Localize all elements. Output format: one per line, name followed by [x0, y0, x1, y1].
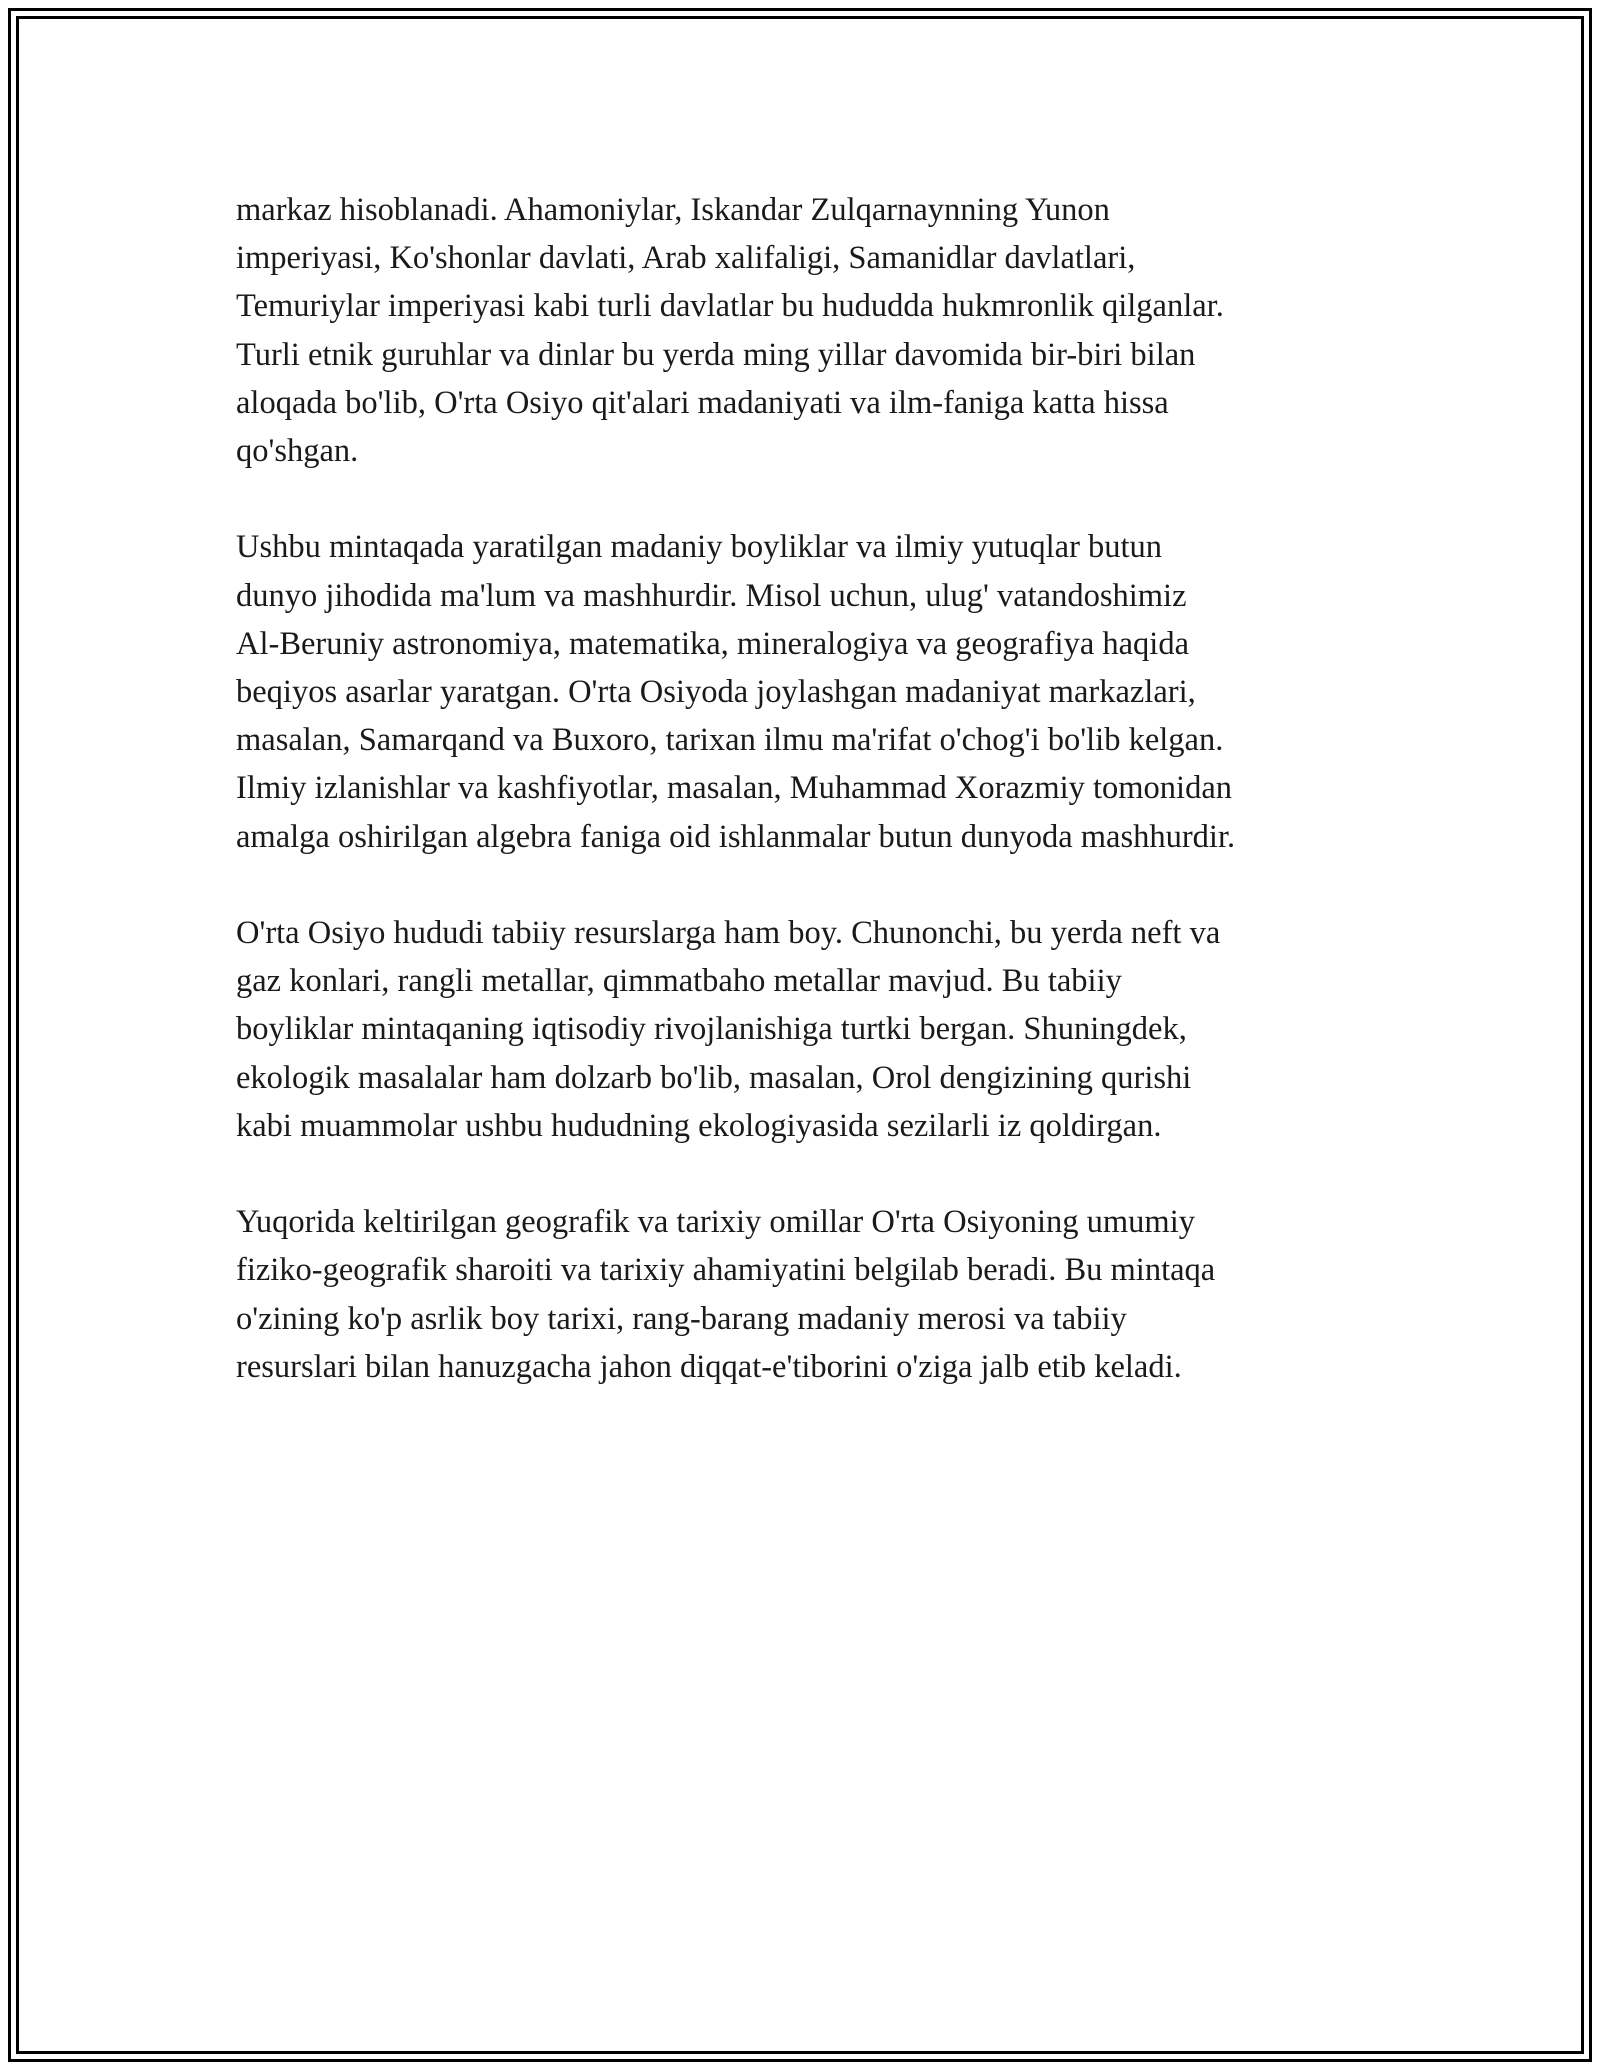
text-line: o'zining ko'p asrlik boy tarixi, rang-barang madaniy merosi va tabiiy: [236, 1300, 1127, 1337]
paragraph-1: [236, 186, 1376, 475]
text-line: amalga oshirilgan algebra faniga oid ishlanmalar butun dunyoda mashhurdir.: [236, 818, 1236, 855]
text-line: markaz hisoblanadi. Ahamoniylar, Iskandar Zulqarnaynning Yunon: [236, 192, 1110, 228]
text-line: Ushbu mintaqada yaratilgan madaniy boyliklar va ilmiy yutuqlar butun: [236, 529, 1163, 566]
document-body: [236, 186, 1376, 1439]
text-line: O'rta Osiyo hududi tabiiy resurslarga ham boy. Chunonchi, bu yerda neft va: [236, 915, 1221, 952]
text-line: gaz konlari, rangli metallar, qimmatbaho metallar mavjud. Bu tabiiy: [236, 963, 1122, 1000]
text-line: Ilmiy izlanishlar va kashfiyotlar, masalan, Muhammad Xorazmiy tomonidan: [236, 770, 1233, 807]
text-line: qo'shgan.: [236, 433, 359, 470]
text-line: fiziko-geografik sharoiti va tarixiy ahamiyatini belgilab beradi. Bu mintaqa: [236, 1252, 1216, 1289]
text-line: dunyo jihodida ma'lum va mashhurdir. Misol uchun, ulug' vatandoshimiz: [236, 577, 1187, 614]
text-line: kabi muammolar ushbu hududning ekologiyasida sezilarli iz qoldirgan.: [236, 1107, 1162, 1144]
text-line: Al-Beruniy astronomiya, matematika, mineralogiya va geografiya haqida: [236, 625, 1190, 662]
text-line: Temuriylar imperiyasi kabi turli davlatlar bu hududda hukmronlik qilganlar.: [236, 288, 1224, 325]
paragraph-4: [236, 1198, 1376, 1391]
text-line: Turli etnik guruhlar va dinlar bu yerda ming yillar davomida bir-biri bilan: [236, 336, 1196, 373]
text-line: resurslari bilan hanuzgacha jahon diqqat-e'tiborini o'ziga jalb etib keladi.: [236, 1348, 1182, 1385]
text-line: aloqada bo'lib, O'rta Osiyo qit'alari madaniyati va ilm-faniga katta hissa: [236, 384, 1169, 421]
text-line: boyliklar mintaqaning iqtisodiy rivojlanishiga turtki bergan. Shuningdek,: [236, 1011, 1187, 1048]
paragraph-3: [236, 909, 1376, 1150]
text-line: imperiyasi, Ko'shonlar davlati, Arab xalifaligi, Samanidlar davlatlari,: [236, 240, 1136, 277]
paragraph-2: [236, 523, 1376, 860]
text-line: beqiyos asarlar yaratgan. O'rta Osiyoda joylashgan madaniyat markazlari,: [236, 674, 1196, 711]
text-line: Yuqorida keltirilgan geografik va tarixiy omillar O'rta Osiyoning umumiy: [236, 1204, 1195, 1241]
text-line: masalan, Samarqand va Buxoro, tarixan ilmu ma'rifat o'chog'i bo'lib kelgan.: [236, 722, 1224, 759]
text-line: ekologik masalalar ham dolzarb bo'lib, masalan, Orol dengizining qurishi: [236, 1059, 1192, 1096]
